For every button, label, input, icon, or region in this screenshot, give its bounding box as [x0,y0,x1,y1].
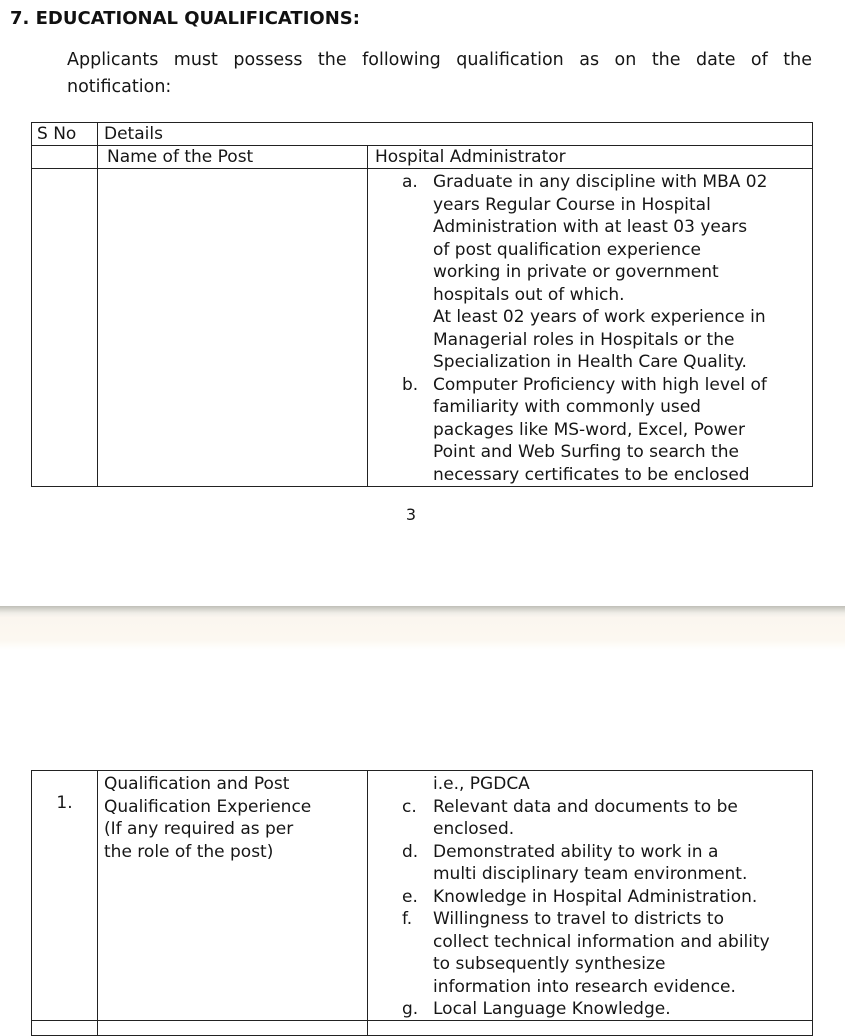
list-marker [402,773,433,796]
list-text: of post qualification experience [433,239,701,260]
empty-cell [32,146,98,169]
intro-paragraph [67,47,812,101]
list-marker [402,464,433,487]
list-line [368,216,812,239]
cell-qualification-label [98,771,368,1021]
list-marker [402,976,433,999]
list-line [368,773,812,796]
list-text: hospitals out of which. [433,284,625,305]
header-cell-sno: S No [32,123,98,146]
list-text: At least 02 years of work experience in [433,307,766,327]
list-text: Demonstrated ability to work in a [433,841,719,862]
list-text: Graduate in any discipline with MBA 02 [433,172,768,192]
list-marker [402,419,433,442]
list-text: years Regular Course in Hospital [433,194,711,215]
list-text: Computer Proficiency with high level of [433,374,767,395]
list-text: enclosed. [433,819,515,839]
list-text: familiarity with commonly used [433,397,701,417]
list-line [368,464,812,487]
qualification-list-continued [368,771,812,1021]
list-line [368,239,812,262]
list-marker: e. [402,886,418,907]
list-text: Willingness to travel to districts to [433,909,724,929]
list-line [368,374,812,397]
text-line: the role of the post) [104,841,274,862]
list-text: multi disciplinary team environment. [433,864,748,884]
list-line [368,306,812,329]
list-line [368,886,812,909]
list-text: Relevant data and documents to be [433,796,738,817]
list-marker [402,194,433,217]
list-marker [402,953,433,976]
list-line [368,953,812,976]
intro-line-2: notification: [67,77,172,97]
text-line: Qualification and Post [104,774,290,794]
list-text: to subsequently synthesize [433,954,666,974]
list-line [368,931,812,954]
list-line [368,261,812,284]
text-line: Qualification Experience [104,796,312,817]
qualification-list [368,169,812,486]
cell-serial-number: 1. [32,771,98,1021]
list-line [368,351,812,374]
list-line [368,171,812,194]
list-line [368,841,812,864]
list-marker [402,216,433,239]
list-marker: a. [402,172,418,192]
empty-cell [98,169,368,486]
list-marker [402,818,433,841]
list-marker [402,329,433,352]
empty-cell [368,1021,812,1035]
list-text: information into research evidence. [433,976,736,997]
list-marker [402,931,433,954]
empty-cell [32,1021,98,1035]
page-separator [0,606,845,650]
list-text: Local Language Knowledge. [433,999,671,1019]
qualification-table-bottom [31,770,813,1036]
list-text: packages like MS-word, Excel, Power [433,419,746,440]
empty-cell [32,169,98,486]
list-text: necessary certificates to be enclosed [433,464,750,485]
list-line [368,284,812,307]
list-text: i.e., PGDCA [433,774,530,794]
list-line [368,396,812,419]
list-line [368,976,812,999]
list-line [368,194,812,217]
list-line [368,419,812,442]
list-line [368,441,812,464]
list-text: Administration with at least 03 years [433,217,748,237]
page-number: 3 [405,505,417,524]
list-marker [402,863,433,886]
list-line [368,998,812,1021]
empty-cell [98,1021,368,1035]
list-marker [402,284,433,307]
list-marker: g. [402,999,419,1019]
list-text: Managerial roles in Hospitals or the [433,329,735,350]
list-marker: c. [402,796,417,817]
list-text: collect technical information and ability [433,931,770,952]
list-marker [402,261,433,284]
list-text: working in private or government [433,262,719,282]
list-text: Specialization in Health Care Quality. [433,352,747,372]
list-marker [402,441,433,464]
list-text: Point and Web Surfing to search the [433,442,739,462]
list-line [368,818,812,841]
list-marker: f. [402,909,413,929]
list-marker: d. [402,841,419,862]
list-marker [402,239,433,262]
list-line [368,329,812,352]
intro-line-1: Applicants must possess the following qualification as on the date of the [67,50,812,70]
list-marker [402,306,433,329]
text-line: (If any required as per [104,819,294,839]
list-line [368,863,812,886]
list-line [368,908,812,931]
list-marker [402,351,433,374]
list-marker [402,396,433,419]
list-text: Knowledge in Hospital Administration. [433,886,758,907]
section-heading: 7. EDUCATIONAL QUALIFICATIONS: [10,8,360,29]
header-cell-details: Details [98,123,812,146]
list-line [368,796,812,819]
cell-post-value: Hospital Administrator [368,146,812,169]
qualification-table-top [31,122,813,487]
list-marker: b. [402,374,419,395]
cell-name-of-post-label: Name of the Post [98,146,368,169]
